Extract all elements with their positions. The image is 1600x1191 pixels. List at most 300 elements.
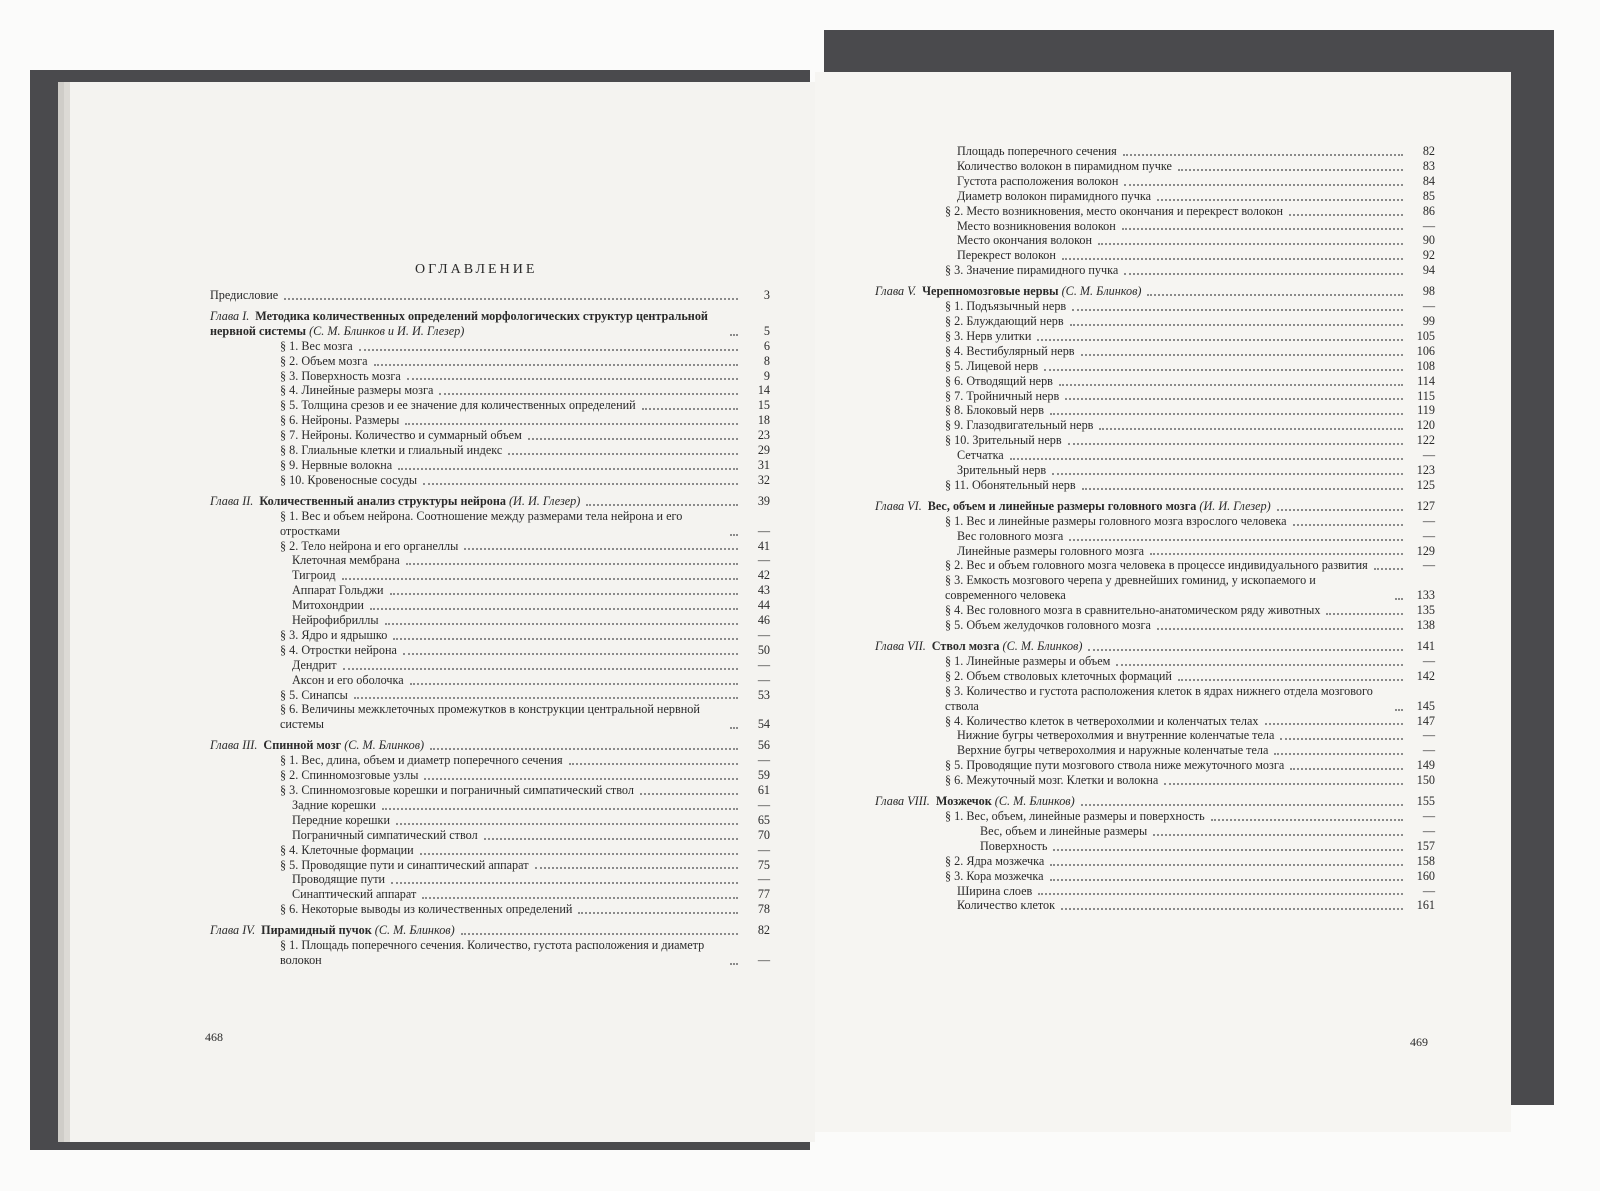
chapter-label: Глава IV. xyxy=(210,923,256,938)
entry-text: Зрительный нерв xyxy=(957,463,1047,478)
page-ref: 41 xyxy=(757,538,770,553)
dot-leader xyxy=(1059,384,1403,386)
entry-text: § 4. Вес головного мозга в сравнительно-анатомическом ряду животных xyxy=(945,603,1321,618)
entry-text: Густота расположения волокон xyxy=(957,173,1119,188)
chapter-heading xyxy=(210,738,424,753)
toc-entry[interactable] xyxy=(210,539,770,554)
chapter-title: Количественный анализ структуры нейрона xyxy=(259,493,506,508)
toc-entry[interactable] xyxy=(875,248,1435,263)
toc-entry[interactable] xyxy=(875,654,1435,669)
toc-entry[interactable] xyxy=(875,374,1435,389)
page-ref: 82 xyxy=(757,923,770,938)
entry-text: § 2. Место возникновения, место окончания и перекрест волокон xyxy=(945,203,1284,218)
toc-entry[interactable] xyxy=(210,938,770,968)
chapter-label: Глава VII. xyxy=(875,639,926,653)
page-ref: 78 xyxy=(757,902,770,917)
right-page-number: 469 xyxy=(1410,1035,1428,1049)
chapter-author: (С. М. Блинков) xyxy=(994,794,1075,809)
page-ref: 122 xyxy=(1416,433,1435,448)
dot-leader xyxy=(1050,413,1403,415)
toc-entry[interactable] xyxy=(875,329,1435,344)
toc-entry[interactable] xyxy=(875,603,1435,618)
page-ref: 158 xyxy=(1416,853,1435,868)
page-ref: 14 xyxy=(757,383,770,398)
entry-text: Ширина слоев xyxy=(957,883,1033,898)
dot-leader xyxy=(1178,169,1403,171)
toc-entry[interactable] xyxy=(210,568,770,583)
chapter-heading xyxy=(875,499,1271,514)
toc-entry[interactable] xyxy=(210,398,770,413)
chapter-title: Мозжечок xyxy=(935,794,992,809)
dot-leader xyxy=(385,623,738,625)
dot-leader xyxy=(406,563,738,565)
dot-leader xyxy=(1081,354,1403,356)
page-ref: — xyxy=(757,753,770,768)
chapter-title: Вес, объем и линейные размеры головного мозга xyxy=(927,498,1197,513)
toc-entry[interactable] xyxy=(210,643,770,658)
entry-text: § 9. Глазодвигательный нерв xyxy=(945,418,1094,433)
chapter-title: Методика количественных определений морфологических структур центральной нервной системы xyxy=(210,308,708,338)
entry-text: § 6. Некоторые выводы из количественных определений xyxy=(280,902,573,917)
dot-leader xyxy=(1153,834,1403,836)
entry-text: Место возникновения волокон xyxy=(957,218,1116,233)
toc-entry[interactable] xyxy=(875,144,1435,159)
chapter-heading xyxy=(875,639,1082,654)
toc-entry[interactable] xyxy=(875,418,1435,433)
chapter-title: Ствол мозга xyxy=(931,639,1000,653)
entry-text: § 4. Линейные размеры мозга xyxy=(280,383,434,398)
dot-leader xyxy=(374,364,738,366)
page-ref: — xyxy=(757,672,770,687)
page-ref: — xyxy=(1422,823,1435,838)
toc-entry[interactable] xyxy=(210,553,770,568)
toc-entry[interactable] xyxy=(210,339,770,354)
entry-text: § 8. Блоковый нерв xyxy=(945,403,1045,418)
toc-entry[interactable] xyxy=(875,159,1435,174)
entry-text: Предисловие xyxy=(210,288,279,302)
toc-entry[interactable] xyxy=(875,669,1435,684)
toc-entry[interactable] xyxy=(875,389,1435,404)
entry-text: § 1. Линейные размеры и объем xyxy=(945,653,1111,668)
entry-text: § 4. Количество клеток в четверохолмии и коленчатых телах xyxy=(945,713,1259,728)
toc-entry[interactable] xyxy=(210,768,770,783)
page-ref: 65 xyxy=(757,812,770,827)
chapter-author: (С. М. Блинков) xyxy=(1061,284,1142,299)
page-ref: 133 xyxy=(1416,588,1435,603)
toc-entry[interactable] xyxy=(210,628,770,643)
page-ref: 119 xyxy=(1417,403,1435,418)
toc-entry[interactable] xyxy=(210,583,770,598)
dot-leader xyxy=(439,393,738,395)
dot-leader xyxy=(1211,819,1403,821)
toc-entry[interactable] xyxy=(875,618,1435,633)
toc-entry[interactable] xyxy=(875,529,1435,544)
page-ref: 43 xyxy=(757,583,770,598)
entry-text: § 1. Площадь поперечного сечения. Количество, густота расположения и диаметр волокон xyxy=(280,938,705,967)
dot-leader xyxy=(1081,804,1403,806)
dot-leader xyxy=(1274,753,1403,755)
dot-leader xyxy=(382,808,738,810)
entry-text: § 5. Толщина срезов и ее значение для количественных определений xyxy=(280,398,636,413)
toc-entry[interactable] xyxy=(210,509,770,539)
dot-leader xyxy=(390,593,738,595)
entry-text: § 6. Величины межклеточных промежутков в конструкции центральной нервной системы xyxy=(280,702,700,732)
toc-entry[interactable] xyxy=(875,174,1435,189)
page-ref: 44 xyxy=(757,598,770,613)
toc-entry[interactable] xyxy=(875,403,1435,418)
toc-entry[interactable] xyxy=(875,448,1435,463)
page-ref: 108 xyxy=(1416,358,1435,373)
chapter-label: Глава VIII. xyxy=(875,794,930,809)
entry-text: Задние корешки xyxy=(292,797,376,812)
toc-entry[interactable] xyxy=(210,658,770,673)
entry-text: Сетчатка xyxy=(957,448,1004,463)
dot-leader xyxy=(1070,324,1403,326)
toc-chapter-entry[interactable] xyxy=(875,284,1435,299)
page-ref: 90 xyxy=(1422,233,1435,248)
dot-leader xyxy=(1157,199,1403,201)
toc-entry[interactable] xyxy=(875,514,1435,529)
page-ref: — xyxy=(757,842,770,857)
entry-text: § 5. Проводящие пути и синаптический аппарат xyxy=(280,857,529,872)
entry-text: § 3. Емкость мозгового черепа у древнейших гоминид, у ископаемого и современного человека xyxy=(945,573,1316,603)
toc-entry[interactable] xyxy=(210,413,770,428)
toc-entry[interactable] xyxy=(210,598,770,613)
toc-entry[interactable] xyxy=(210,613,770,628)
page-ref: 42 xyxy=(757,568,770,583)
toc-entry[interactable] xyxy=(875,869,1435,884)
entry-text: Диаметр волокон пирамидного пучка xyxy=(957,188,1152,203)
dot-leader xyxy=(1293,524,1403,526)
entry-text: § 4. Отростки нейрона xyxy=(280,642,397,657)
dot-leader xyxy=(1069,539,1403,541)
toc-entry[interactable] xyxy=(210,428,770,443)
entry-text: § 3. Значение пирамидного пучка xyxy=(945,263,1119,278)
dot-leader xyxy=(393,638,738,640)
toc-entry[interactable] xyxy=(210,858,770,873)
toc-entry[interactable] xyxy=(875,558,1435,573)
page-ref: 18 xyxy=(757,413,770,428)
page-ref: 141 xyxy=(1416,639,1435,653)
toc-entry[interactable] xyxy=(875,809,1435,824)
chapter-author: (И. И. Глезер) xyxy=(1199,498,1271,513)
toc-chapter-entry[interactable] xyxy=(210,494,770,509)
toc-entry[interactable] xyxy=(210,673,770,688)
toc-chapter-entry[interactable] xyxy=(210,738,770,753)
toc-entry[interactable] xyxy=(875,839,1435,854)
toc-chapter-entry[interactable] xyxy=(875,499,1435,514)
entry-text: Дендрит xyxy=(292,657,337,672)
toc-entry[interactable] xyxy=(875,219,1435,234)
page-ref: 70 xyxy=(757,827,770,842)
left-page-number: 468 xyxy=(205,1030,223,1044)
entry-text: § 10. Зрительный нерв xyxy=(945,433,1062,448)
dot-leader xyxy=(370,608,738,610)
page-ref: — xyxy=(1422,528,1435,543)
dot-leader xyxy=(1265,723,1403,725)
page-ref: 50 xyxy=(757,642,770,657)
toc-entry[interactable] xyxy=(875,773,1435,788)
entry-text: § 2. Спинномозговые узлы xyxy=(280,768,419,783)
dot-leader xyxy=(342,578,738,580)
toc-entry[interactable] xyxy=(875,573,1435,603)
chapter-title: Пирамидный пучок xyxy=(261,923,372,938)
toc-chapter-entry[interactable] xyxy=(210,309,770,339)
toc-entry[interactable] xyxy=(875,344,1435,359)
toc-entry[interactable] xyxy=(875,433,1435,448)
toc-entry[interactable] xyxy=(875,714,1435,729)
dot-leader xyxy=(1147,294,1403,296)
entry-text: § 10. Кровеносные сосуды xyxy=(280,472,418,487)
toc-entry[interactable] xyxy=(875,478,1435,493)
dot-leader xyxy=(1116,664,1403,666)
page-ref: 114 xyxy=(1417,373,1435,388)
page-ref: 8 xyxy=(763,353,770,368)
page-ref: 127 xyxy=(1416,498,1435,513)
chapter-label: Глава VI. xyxy=(875,498,922,513)
entry-text: Вес, объем и линейные размеры xyxy=(980,823,1148,838)
toc-entry[interactable] xyxy=(210,383,770,398)
entry-text: § 4. Клеточные формации xyxy=(280,842,414,857)
toc-entry[interactable] xyxy=(210,369,770,384)
toc-entry[interactable] xyxy=(210,473,770,488)
page-ref: — xyxy=(757,797,770,812)
page-ref: — xyxy=(757,657,770,672)
dot-leader xyxy=(464,548,738,550)
dot-leader xyxy=(1050,864,1403,866)
chapter-title: Черепномозговые нервы xyxy=(922,284,1059,299)
page-ref: 150 xyxy=(1416,773,1435,788)
toc-entry[interactable] xyxy=(210,354,770,369)
dot-leader xyxy=(398,468,738,470)
dot-leader xyxy=(1038,893,1403,895)
dot-leader xyxy=(730,334,738,336)
dot-leader xyxy=(1099,428,1403,430)
dot-leader xyxy=(1082,488,1403,490)
toc-entry[interactable] xyxy=(875,204,1435,219)
page-ref: 53 xyxy=(757,687,770,702)
page-ref: 142 xyxy=(1416,668,1435,683)
page-ref: 115 xyxy=(1417,388,1435,403)
entry-text: § 5. Синапсы xyxy=(280,687,348,702)
page-ref: 85 xyxy=(1422,188,1435,203)
toc-chapter-entry[interactable] xyxy=(875,639,1435,654)
page-ref: 135 xyxy=(1416,603,1435,618)
dot-leader xyxy=(461,933,738,935)
toc-entry[interactable] xyxy=(210,288,770,303)
chapter-author: (С. М. Блинков) xyxy=(344,738,425,753)
entry-text: § 1. Вес, объем, линейные размеры и поверхность xyxy=(945,808,1205,823)
toc-entry[interactable] xyxy=(210,813,770,828)
entry-text: § 5. Объем желудочков головного мозга xyxy=(945,618,1151,633)
entry-text: § 2. Объем мозга xyxy=(280,353,368,368)
toc-entry[interactable] xyxy=(210,828,770,843)
page-ref: 39 xyxy=(757,493,770,508)
dot-leader xyxy=(396,823,738,825)
entry-text: Линейные размеры головного мозга xyxy=(957,543,1145,558)
dot-leader xyxy=(1088,649,1403,651)
page-ref: 6 xyxy=(763,338,770,353)
toc-entry[interactable] xyxy=(210,702,770,732)
dot-leader xyxy=(1050,879,1403,881)
toc-entry[interactable] xyxy=(210,872,770,887)
entry-text: § 3. Ядро и ядрышко xyxy=(280,627,388,642)
toc-entry[interactable] xyxy=(875,544,1435,559)
toc-entry[interactable] xyxy=(875,728,1435,743)
dot-leader xyxy=(1053,849,1403,851)
toc-entry[interactable] xyxy=(875,314,1435,329)
page-ref: 92 xyxy=(1422,248,1435,263)
dot-leader xyxy=(1150,553,1403,555)
dot-leader xyxy=(730,727,738,729)
toc-entry[interactable] xyxy=(210,798,770,813)
entry-text: Передние корешки xyxy=(292,812,390,827)
chapter-label: Глава III. xyxy=(210,738,258,753)
toc-entry[interactable] xyxy=(875,758,1435,773)
toc-entry[interactable] xyxy=(875,359,1435,374)
entry-text: Количество волокон в пирамидном пучке xyxy=(957,158,1172,173)
toc-entry[interactable] xyxy=(875,743,1435,758)
entry-text: § 3. Спинномозговые корешки и пограничный симпатический ствол xyxy=(280,783,634,797)
dot-leader xyxy=(1289,214,1403,216)
dot-leader xyxy=(528,438,738,440)
entry-text: § 6. Нейроны. Размеры xyxy=(280,413,400,428)
page-ref: 83 xyxy=(1422,158,1435,173)
page-ref: 147 xyxy=(1416,713,1435,728)
toc-entry[interactable] xyxy=(210,887,770,902)
page-ref: — xyxy=(757,952,770,967)
page-ref: 46 xyxy=(757,613,770,628)
page-ref: 125 xyxy=(1416,477,1435,492)
entry-text: Проводящие пути xyxy=(292,872,386,887)
page-ref: 145 xyxy=(1416,698,1435,713)
dot-leader xyxy=(730,534,738,536)
toc-entry[interactable] xyxy=(210,458,770,473)
entry-text: Пограничный симпатический ствол xyxy=(292,827,478,842)
entry-text: § 1. Вес мозга xyxy=(280,338,353,353)
dot-leader xyxy=(354,697,738,699)
dot-leader xyxy=(1326,613,1403,615)
chapter-author: (С. М. Блинков и И. И. Глезер) xyxy=(309,323,465,338)
entry-text: § 4. Вестибулярный нерв xyxy=(945,343,1075,358)
page-ref: 5 xyxy=(763,323,770,338)
dot-leader xyxy=(420,853,738,855)
entry-text: Количество клеток xyxy=(957,898,1056,913)
chapter-label: Глава I. xyxy=(210,308,250,323)
toc-entry[interactable] xyxy=(875,824,1435,839)
entry-text: Перекрест волокон xyxy=(957,248,1056,263)
right-toc xyxy=(875,144,1435,913)
dot-leader xyxy=(407,378,738,380)
page-ref: 86 xyxy=(1422,203,1435,218)
dot-leader xyxy=(642,408,738,410)
toc-entry[interactable] xyxy=(875,854,1435,869)
dot-leader xyxy=(422,897,738,899)
entry-text: § 1. Вес и линейные размеры головного мозга взрослого человека xyxy=(945,513,1287,528)
page-ref: 98 xyxy=(1422,284,1435,299)
toc-entry[interactable] xyxy=(210,843,770,858)
entry-text: § 2. Ядра мозжечка xyxy=(945,853,1045,868)
page-ref: 54 xyxy=(757,717,770,732)
page-ref: 160 xyxy=(1416,868,1435,883)
page-ref: 149 xyxy=(1416,758,1435,773)
toc-entry[interactable] xyxy=(210,688,770,703)
entry-text: Площадь поперечного сечения xyxy=(957,144,1117,158)
toc-entry[interactable] xyxy=(875,233,1435,248)
page-ref: 155 xyxy=(1416,794,1435,809)
entry-text: § 6. Межуточный мозг. Клетки и волокна xyxy=(945,773,1159,788)
entry-text: § 5. Лицевой нерв xyxy=(945,358,1039,373)
dot-leader xyxy=(1072,309,1403,311)
entry-text: Вес головного мозга xyxy=(957,528,1064,543)
entry-text: § 1. Подъязычный нерв xyxy=(945,299,1067,314)
toc-entry[interactable] xyxy=(875,884,1435,899)
toc-chapter-entry[interactable] xyxy=(210,923,770,938)
dot-leader xyxy=(1395,709,1403,711)
page-ref: 82 xyxy=(1422,144,1435,158)
chapter-heading xyxy=(875,794,1075,809)
entry-text: § 3. Кора мозжечка xyxy=(945,868,1044,883)
dot-leader xyxy=(730,963,738,965)
toc-entry[interactable] xyxy=(875,263,1435,278)
dot-leader xyxy=(569,763,738,765)
page-ref: 3 xyxy=(763,288,770,302)
dot-leader xyxy=(1124,273,1403,275)
toc-entry[interactable] xyxy=(875,898,1435,913)
toc-entry[interactable] xyxy=(210,753,770,768)
dot-leader xyxy=(1178,679,1403,681)
dot-leader xyxy=(1061,908,1403,910)
page-ref: — xyxy=(1422,808,1435,823)
page-ref: 157 xyxy=(1416,838,1435,853)
entry-text: § 3. Нерв улитки xyxy=(945,328,1032,343)
entry-text: Нижние бугры четверохолмия и внутренние коленчатые тела xyxy=(957,728,1275,743)
toc-entry[interactable] xyxy=(210,443,770,458)
entry-text: § 2. Блуждающий нерв xyxy=(945,313,1064,328)
chapter-title: Спинной мозг xyxy=(263,738,342,753)
page-ref: — xyxy=(1422,299,1435,314)
toc-entry[interactable] xyxy=(875,684,1435,714)
entry-text: Аппарат Гольджи xyxy=(292,583,384,598)
dot-leader xyxy=(1037,339,1403,341)
page-ref: 15 xyxy=(757,398,770,413)
dot-leader xyxy=(535,867,738,869)
toc-entry[interactable] xyxy=(210,783,770,798)
dot-leader xyxy=(403,653,738,655)
toc-entry[interactable] xyxy=(875,189,1435,204)
page-ref: — xyxy=(757,523,770,538)
toc-chapter-entry[interactable] xyxy=(875,794,1435,809)
page-ref: — xyxy=(757,872,770,887)
entry-text: Синаптический аппарат xyxy=(292,887,417,902)
chapter-author: (С. М. Блинков) xyxy=(1002,639,1083,653)
dot-leader xyxy=(1044,369,1403,371)
page-ref: 123 xyxy=(1416,463,1435,478)
entry-text: § 2. Тело нейрона и его органеллы xyxy=(280,538,459,553)
entry-text: § 6. Отводящий нерв xyxy=(945,373,1053,388)
dot-leader xyxy=(1122,228,1403,230)
toc-entry[interactable] xyxy=(875,299,1435,314)
chapter-heading xyxy=(875,284,1141,299)
entry-text: Поверхность xyxy=(980,838,1048,853)
toc-entry[interactable] xyxy=(875,463,1435,478)
entry-text: Верхние бугры четверохолмия и наружные коленчатые тела xyxy=(957,743,1269,758)
entry-text: Митохондрии xyxy=(292,598,364,613)
toc-entry[interactable] xyxy=(210,902,770,917)
page-ref: 56 xyxy=(757,738,770,753)
page-ref: 106 xyxy=(1416,343,1435,358)
page-ref: 84 xyxy=(1422,173,1435,188)
